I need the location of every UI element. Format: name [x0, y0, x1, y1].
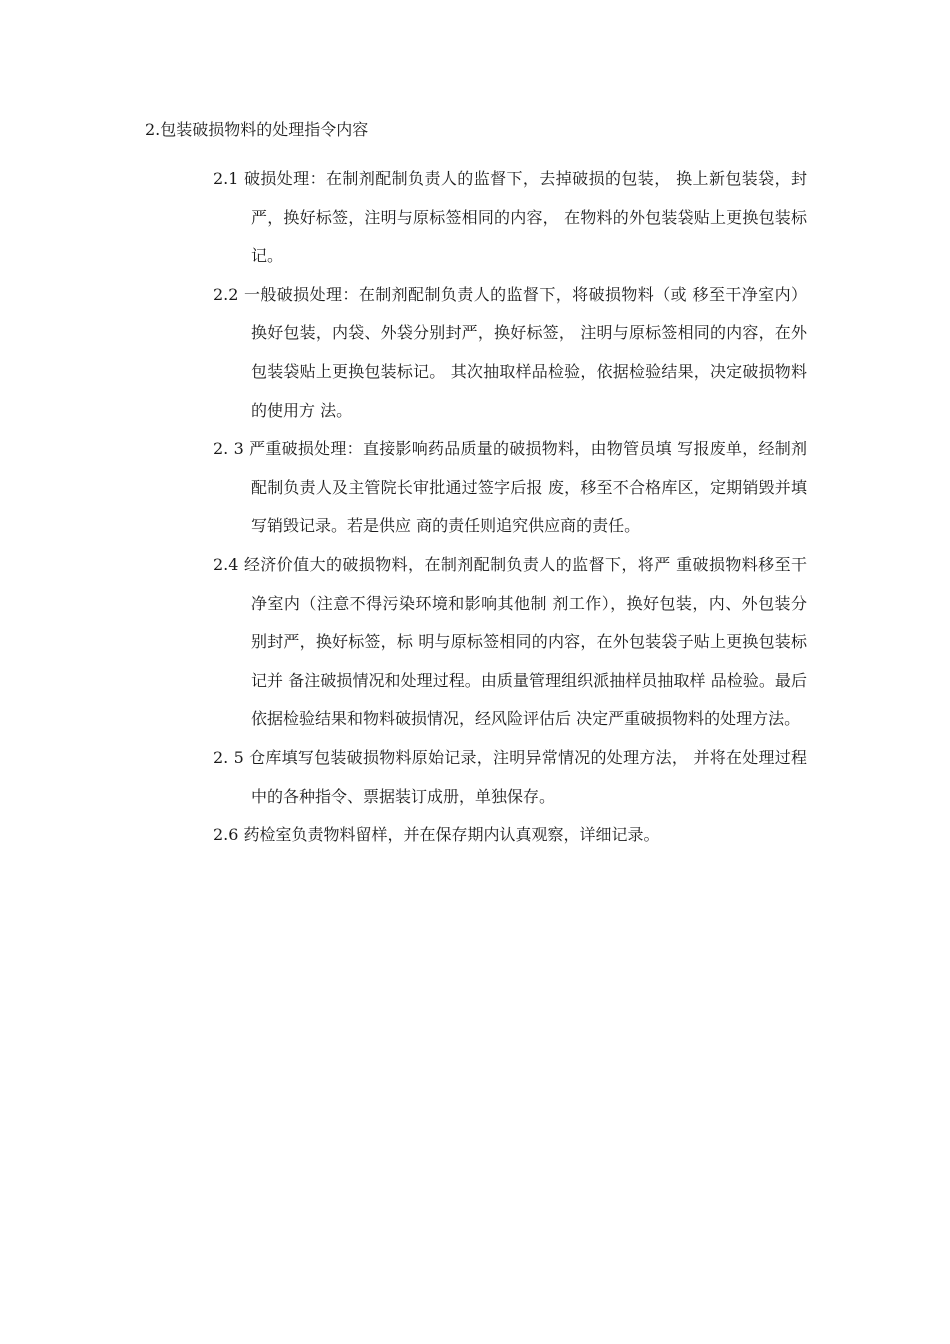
instruction-item-2-6: 2.6 药检室负责物料留样，并在保存期内认真观察，详细记录。 — [213, 825, 660, 845]
instruction-item-2-4: 2.4 经济价值大的破损物料，在制剂配制负责人的监督下，将严 重破损物料移至干净室内（注意不得污染环境和影响其他制 剂工作），换好包装，内、外包装分别封严，换好标签，标 明与原标签相同的内容，在外包装袋子贴上更换包装标记并 备注破损情况和处理过程。由质量管理组织派抽样员抽取样 品检验。最后依据检验结果和物料破损情况，经风险评估后 决定严重破损物料的处理方法。 — [213, 554, 807, 729]
instruction-item-2-1: 2.1 破损处理：在制剂配制负责人的监督下，去掉破损的包装， 换上新包装袋，封严，换好标签，注明与原标签相同的内容， 在物料的外包装袋贴上更换包装标记。 — [213, 169, 807, 266]
instruction-item-2-5: 2. 5 仓库填写包装破损物料原始记录，注明异常情况的处理方法， 并将在处理过程中的各种指令、票据装订成册，单独保存。 — [213, 747, 807, 806]
instruction-item-2-3: 2. 3 严重破损处理：直接影响药品质量的破损物料，由物管员填 写报废单，经制剂配制负责人及主管院长审批通过签字后报 废，移至不合格库区，定期销毁并填写销毁记录。若是供应 商的责任则追究供应商的责任。 — [213, 439, 807, 536]
instruction-item-2-2: 2.2 一般破损处理：在制剂配制负责人的监督下，将破损物料（或 移至干净室内）换好包装，内袋、外袋分别封严，换好标签， 注明与原标签相同的内容，在外包装袋贴上更换包装标记。 其次抽取样品检验，依据检验结果，决定破损物料的使用方 法。 — [213, 284, 807, 420]
section-heading: 2.包装破损物料的处理指令内容 — [145, 120, 369, 139]
instruction-list — [213, 160, 807, 855]
